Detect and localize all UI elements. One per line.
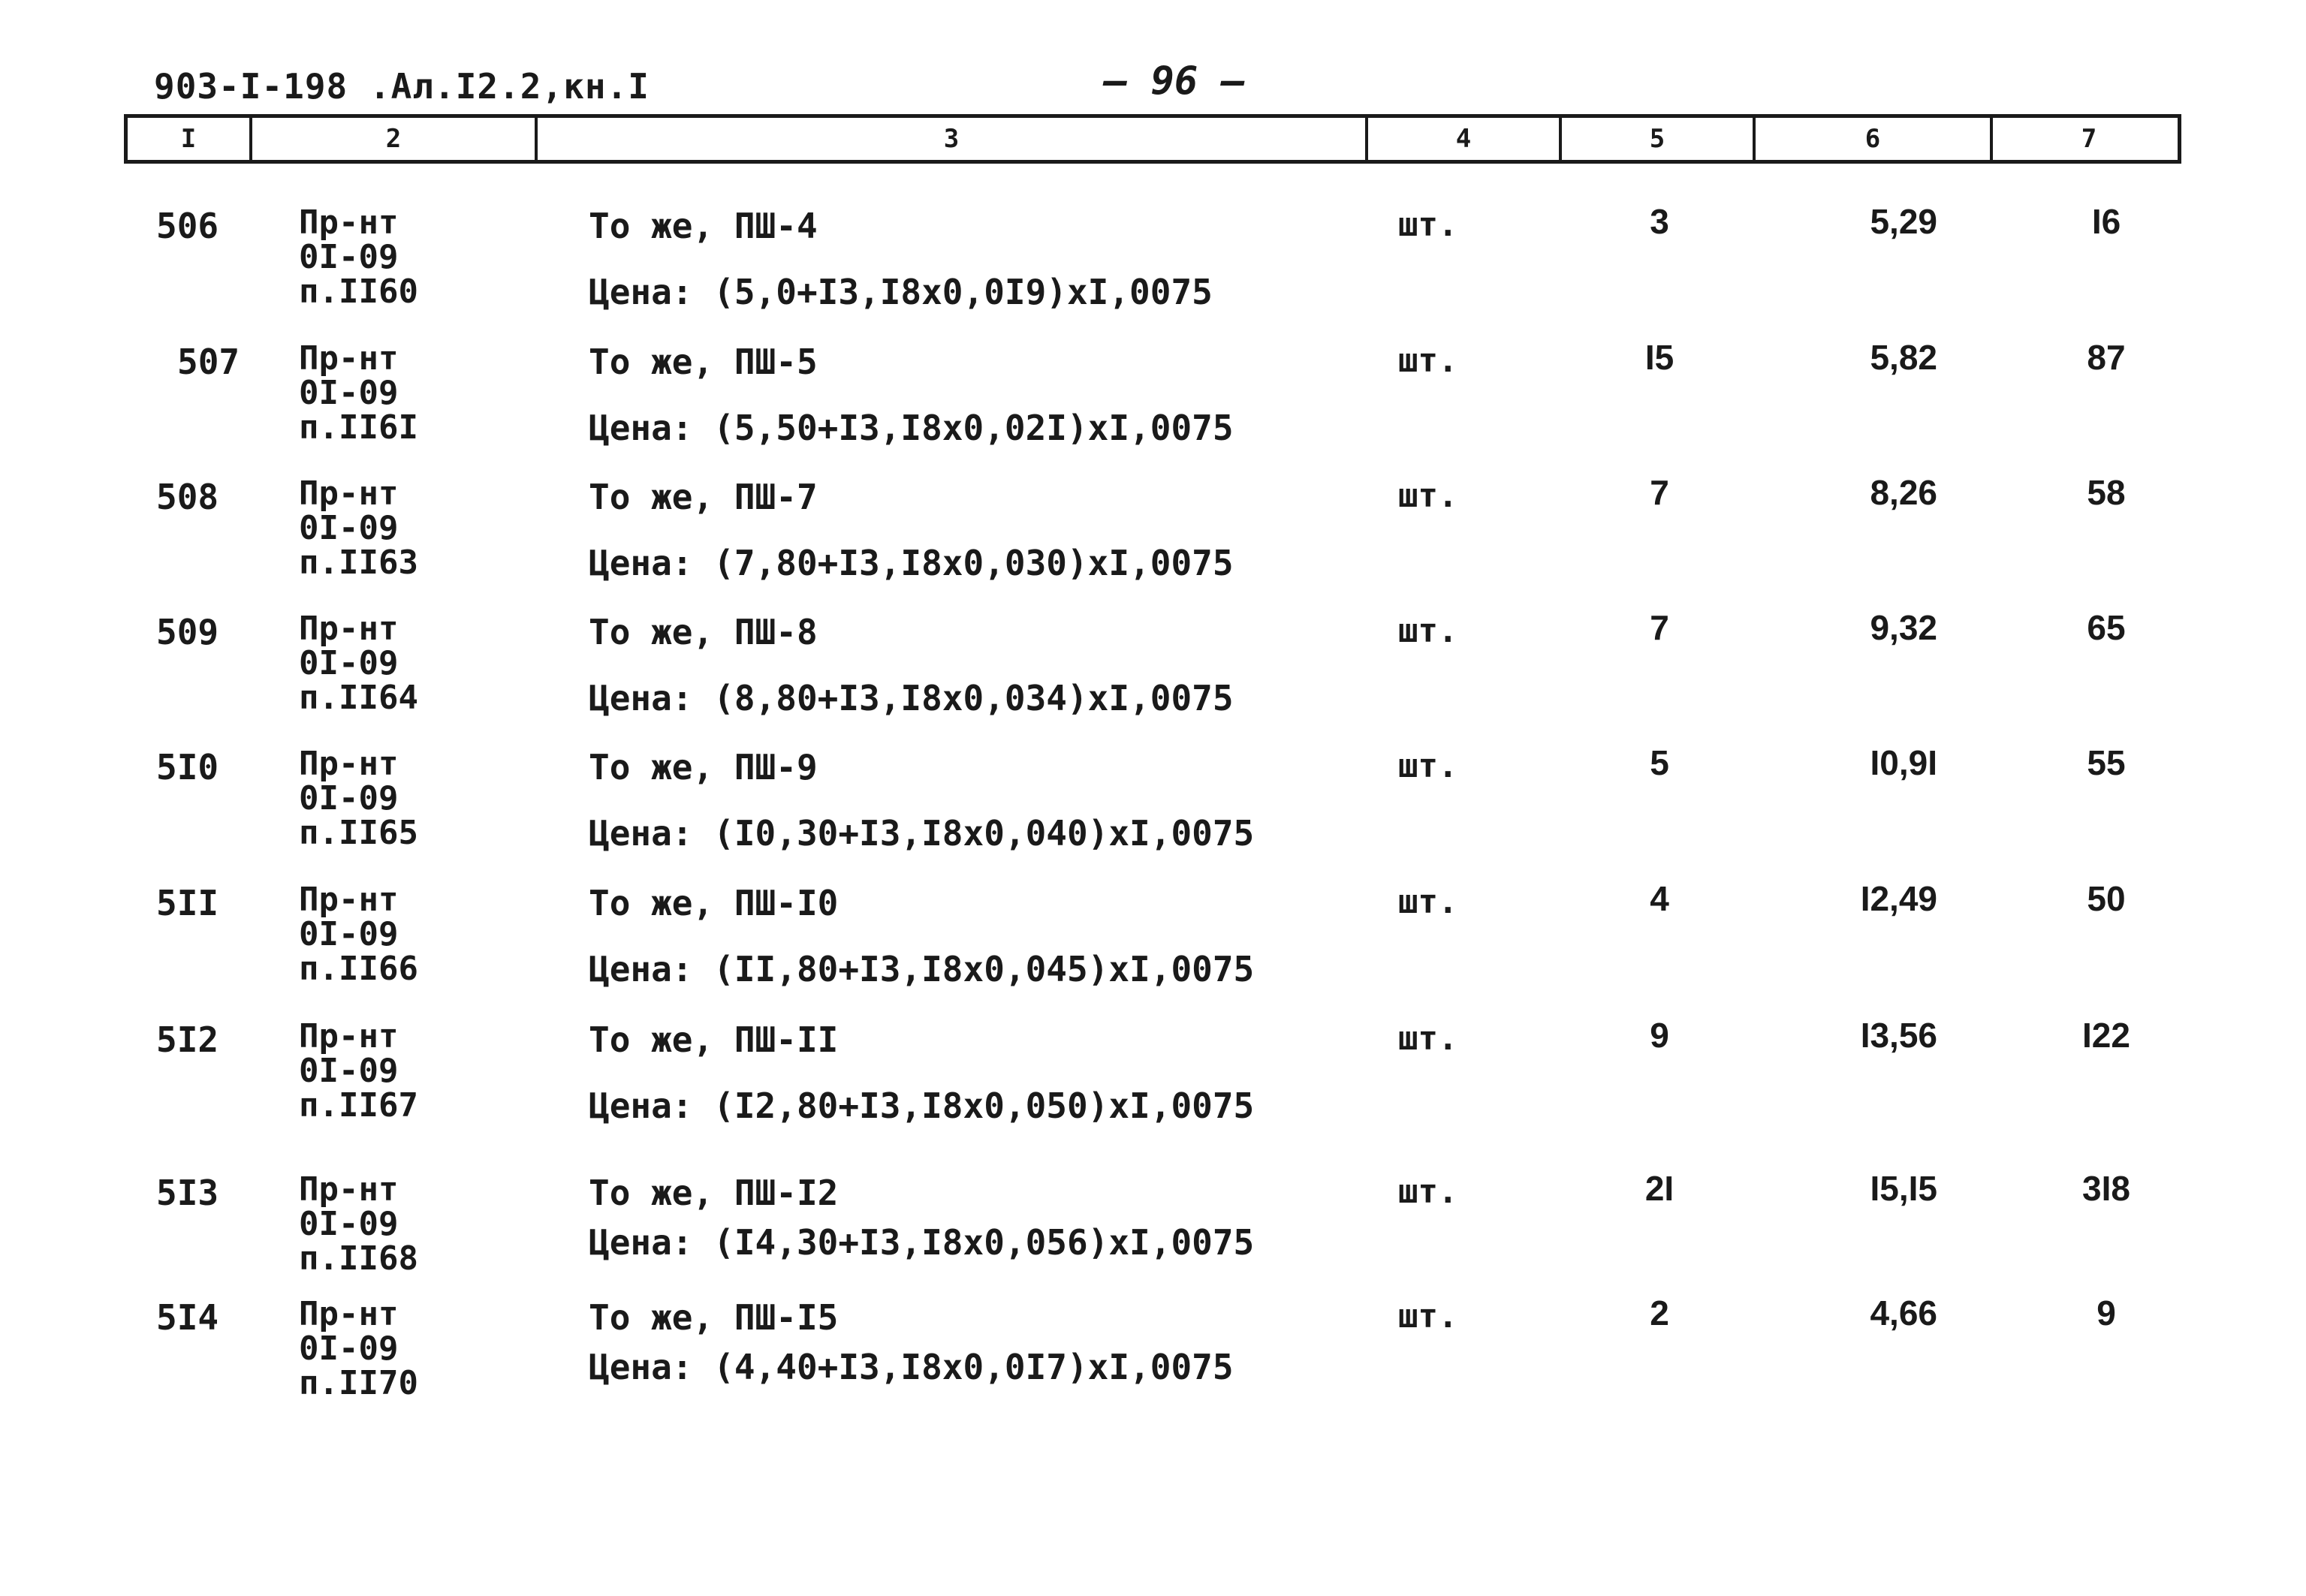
row-total: I6 (2091, 202, 2121, 241)
column-header-5: 5 (1562, 118, 1756, 160)
row-unit-cost: 4,66 (1870, 1293, 1937, 1333)
column-header-6: 6 (1756, 118, 1993, 160)
reference-line: Пр-нт (299, 610, 399, 648)
row-price-formula: Цена: (II,80+I3,I8x0,045)xI,0075 (589, 949, 1255, 989)
reference-line: Пр-нт (299, 1170, 399, 1209)
row-unit: шт. (1398, 612, 1458, 650)
reference-line: 0I-09 (299, 1205, 399, 1243)
row-price-formula: Цена: (I4,30+I3,I8x0,056)xI,0075 (589, 1222, 1255, 1263)
row-description: То же, ПШ-I0 (589, 883, 839, 923)
row-price-formula: Цена: (4,40+I3,I8x0,0I7)xI,0075 (589, 1347, 1234, 1387)
row-price-formula: Цена: (7,80+I3,I8x0,030)xI,0075 (589, 543, 1234, 583)
row-quantity: 7 (1650, 473, 1669, 512)
row-reference (299, 1170, 418, 1278)
reference-line: 0I-09 (299, 644, 399, 682)
document-reference: 903-I-198 .Ал.I2.2,кн.I (154, 66, 650, 107)
row-total: 87 (2087, 338, 2126, 377)
row-price-formula: Цена: (5,50+I3,I8x0,02I)xI,0075 (589, 408, 1234, 448)
row-unit: шт. (1398, 1297, 1458, 1336)
column-header-row (124, 114, 2181, 164)
reference-line: п.II6I (299, 408, 418, 447)
column-header-1: I (128, 118, 252, 160)
table-row (0, 1016, 2306, 1147)
row-reference (299, 339, 418, 447)
reference-line: Пр-нт (299, 203, 399, 242)
row-number: 5I3 (156, 1173, 219, 1213)
row-number: 5I4 (156, 1297, 219, 1338)
table-row (0, 1293, 2306, 1425)
reference-line: Пр-нт (299, 474, 399, 513)
reference-line: п.II63 (299, 544, 418, 582)
reference-line: п.II64 (299, 679, 418, 717)
reference-line: п.II68 (299, 1239, 418, 1278)
reference-line: п.II70 (299, 1364, 418, 1402)
row-total: 55 (2087, 743, 2126, 782)
row-unit-cost: 8,26 (1870, 473, 1937, 512)
reference-line: 0I-09 (299, 1052, 399, 1090)
column-header-2: 2 (252, 118, 538, 160)
row-description: То же, ПШ-8 (589, 612, 818, 652)
reference-line: Пр-нт (299, 1295, 399, 1333)
table-row (0, 202, 2306, 333)
row-quantity: 9 (1650, 1016, 1669, 1055)
row-description: То же, ПШ-4 (589, 206, 818, 246)
row-total: 58 (2087, 473, 2126, 512)
row-total: 3I8 (2082, 1169, 2130, 1208)
reference-line: Пр-нт (299, 881, 399, 919)
row-unit-cost: 5,29 (1870, 202, 1937, 241)
table-row (0, 1169, 2306, 1300)
reference-line: 0I-09 (299, 509, 399, 547)
row-total: 9 (2097, 1293, 2116, 1333)
row-unit: шт. (1398, 477, 1458, 515)
row-unit: шт. (1398, 883, 1458, 921)
row-unit-cost: I5,I5 (1870, 1169, 1937, 1208)
row-unit-cost: I2,49 (1860, 879, 1937, 918)
row-number: 508 (156, 477, 219, 517)
row-description: То же, ПШ-7 (589, 477, 818, 517)
row-unit-cost: I3,56 (1860, 1016, 1937, 1055)
row-unit: шт. (1398, 1019, 1458, 1058)
row-description: То же, ПШ-I5 (589, 1297, 839, 1338)
row-total: 50 (2087, 879, 2126, 918)
column-header-4: 4 (1368, 118, 1562, 160)
reference-line: Пр-нт (299, 745, 399, 783)
table-row (0, 743, 2306, 875)
row-unit: шт. (1398, 1173, 1458, 1211)
reference-line: 0I-09 (299, 374, 399, 412)
table-row (0, 879, 2306, 1010)
row-price-formula: Цена: (I0,30+I3,I8x0,040)xI,0075 (589, 813, 1255, 854)
row-quantity: 3 (1650, 202, 1669, 241)
row-number: 5I0 (156, 747, 219, 787)
reference-line: п.II60 (299, 273, 418, 311)
reference-line: 0I-09 (299, 915, 399, 953)
reference-line: п.II66 (299, 950, 418, 988)
row-number: 507 (177, 342, 240, 382)
row-description: То же, ПШ-9 (589, 747, 818, 787)
row-description: То же, ПШ-II (589, 1019, 839, 1060)
column-header-3: 3 (538, 118, 1368, 160)
reference-line: Пр-нт (299, 339, 399, 378)
reference-line: Пр-нт (299, 1017, 399, 1055)
column-header-7: 7 (2081, 124, 2097, 154)
row-quantity: 5 (1650, 743, 1669, 782)
row-reference (299, 612, 418, 715)
row-reference (299, 203, 418, 311)
row-unit: шт. (1398, 747, 1458, 785)
reference-line: 0I-09 (299, 1329, 399, 1368)
table-row (0, 338, 2306, 469)
reference-line: п.II65 (299, 814, 418, 852)
row-price-formula: Цена: (8,80+I3,I8x0,034)xI,0075 (589, 678, 1234, 718)
row-quantity: 2 (1650, 1293, 1669, 1333)
table-row (0, 473, 2306, 604)
row-total: I22 (2082, 1016, 2130, 1055)
row-number: 5I2 (156, 1019, 219, 1060)
row-quantity: 7 (1650, 608, 1669, 647)
row-number: 506 (156, 206, 219, 246)
row-unit-cost: 5,82 (1870, 338, 1937, 377)
row-unit: шт. (1398, 342, 1458, 380)
row-number: 509 (156, 612, 219, 652)
row-reference (299, 1019, 418, 1123)
row-price-formula: Цена: (I2,80+I3,I8x0,050)xI,0075 (589, 1086, 1255, 1126)
row-price-formula: Цена: (5,0+I3,I8x0,0I9)xI,0075 (589, 272, 1213, 312)
page-number: — 96 — (1104, 59, 1245, 104)
reference-line: 0I-09 (299, 779, 399, 818)
table-row (0, 608, 2306, 739)
row-reference (299, 883, 418, 986)
row-number: 5II (156, 883, 219, 923)
row-unit-cost: I0,9I (1870, 743, 1937, 782)
row-reference (299, 474, 418, 582)
row-quantity: 4 (1650, 879, 1669, 918)
row-description: То же, ПШ-I2 (589, 1173, 839, 1213)
row-unit-cost: 9,32 (1870, 608, 1937, 647)
reference-line: п.II67 (299, 1086, 418, 1125)
row-reference (299, 1297, 418, 1401)
row-reference (299, 747, 418, 851)
row-total: 65 (2087, 608, 2126, 647)
row-description: То же, ПШ-5 (589, 342, 818, 382)
row-quantity: 2I (1644, 1169, 1674, 1208)
reference-line: 0I-09 (299, 238, 399, 276)
row-unit: шт. (1398, 206, 1458, 244)
row-quantity: I5 (1644, 338, 1674, 377)
